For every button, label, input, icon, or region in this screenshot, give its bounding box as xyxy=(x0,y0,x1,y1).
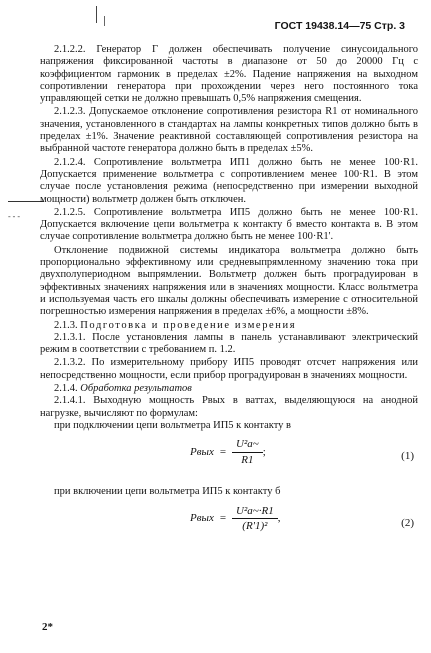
fraction-denominator: (R'1)² xyxy=(242,519,268,532)
formula-fraction xyxy=(232,438,263,466)
section-title: Обработка результатов xyxy=(80,383,192,395)
formula-caption: при подключении цепи вольтметра ИП5 к контакту в xyxy=(54,419,291,431)
paragraph: 2.1.2.3. Допускаемое отклонение сопротивления резистора R1 от номинального значения, установленного в стандартах на лампы конкретных типов должно быть в пределах ±1%. Значение реактивной составляющей сопротивления резистора на выбранной частоте генератора должно быть в пределах ±5%. xyxy=(40,106,418,155)
formula-punctuation: , xyxy=(277,512,281,525)
fraction-numerator: U²а~ xyxy=(232,438,263,452)
formula-equals: = xyxy=(219,512,227,525)
equation-number: (1) xyxy=(401,450,414,463)
equation-number: (2) xyxy=(401,516,414,529)
margin-mark xyxy=(104,16,105,26)
margin-mark: - - - xyxy=(8,212,20,221)
section-title: Подготовка и проведение измерения xyxy=(80,319,297,331)
formula-caption: при включении цепи вольтметра ИП5 к контакту б xyxy=(54,486,281,498)
margin-mark xyxy=(8,201,44,202)
section-heading xyxy=(40,383,418,395)
paragraph: 2.1.3.1. После установления лампы в панель устанавливают электрический режим в соответствии с требованием п. 1.2. xyxy=(40,331,418,356)
formula-equals: = xyxy=(219,445,227,458)
section-number: 2.1.4. xyxy=(54,383,78,395)
formula-fraction xyxy=(232,505,278,533)
formula-lhs: Pвых xyxy=(190,512,214,525)
formula-2 xyxy=(40,505,418,545)
paragraph: 2.1.2.2. Генератор Г должен обеспечивать получение синусоидального напряжения фиксированной частоты в диапазоне от 50 до 20000 Гц с коэффициентом гармоник в пределах ±2%. Падение напряжения на выходном сопротивлении генератора при прохождении через него постоянного тока управляющей сетки не должно превышать 0,5% напряжения смещения. xyxy=(40,44,418,105)
formula-lhs: Pвых xyxy=(190,445,214,458)
paragraph: Отклонение подвижной системы индикатора вольтметра должно быть пропорционально эффективному или средневыпрямленному значению тока при двухполупериодном выпрямлении. Вольтметр должен быть проградуирован в эффективных значениях напряжения или в значениях мощности. Класс вольтметра и используемая часть его шкалы должны обеспечивать измерение с относительной погрешностью измерения напряжения в пределах ±6%, а мощности ±8%. xyxy=(40,244,418,318)
formula-1 xyxy=(40,438,418,478)
page-signature: 2* xyxy=(42,621,53,633)
fraction-denominator: R1 xyxy=(241,453,254,466)
paragraph: 2.1.4.1. Выходную мощность Pвых в ваттах, выделяющуюся на анодной нагрузке, вычисляют по формулам: xyxy=(40,395,418,419)
paragraph: 2.1.2.5. Сопротивление вольтметра ИП5 должно быть не менее 100·R1. Допускается включение цепи вольтметра к контакту б вместо контакта в. В этом случае сопротивление вольтметра должно быть не менее 100·R1'. xyxy=(40,206,418,243)
fraction-numerator: U²а~·R1 xyxy=(232,505,278,519)
section-number: 2.1.3. xyxy=(54,319,78,331)
formula-punctuation: ; xyxy=(262,445,266,458)
page-header: ГОСТ 19438.14—75 Стр. 3 xyxy=(274,20,405,32)
document-body xyxy=(40,44,418,553)
paragraph: 2.1.2.4. Сопротивление вольтметра ИП1 должно быть не менее 100·R1. Допускается применение вольтметра с сопротивлением менее 100·R1. В этом случае после установления режима (непосредственно при измерении выходной мощности) вольтметр должен быть отключен. xyxy=(40,156,418,205)
section-heading xyxy=(40,320,418,332)
margin-mark xyxy=(96,6,97,23)
paragraph: 2.1.3.2. По измерительному прибору ИП5 проводят отсчет напряжения или непосредственно мощности, если прибор проградуирован в значениях мощности. xyxy=(40,357,418,381)
